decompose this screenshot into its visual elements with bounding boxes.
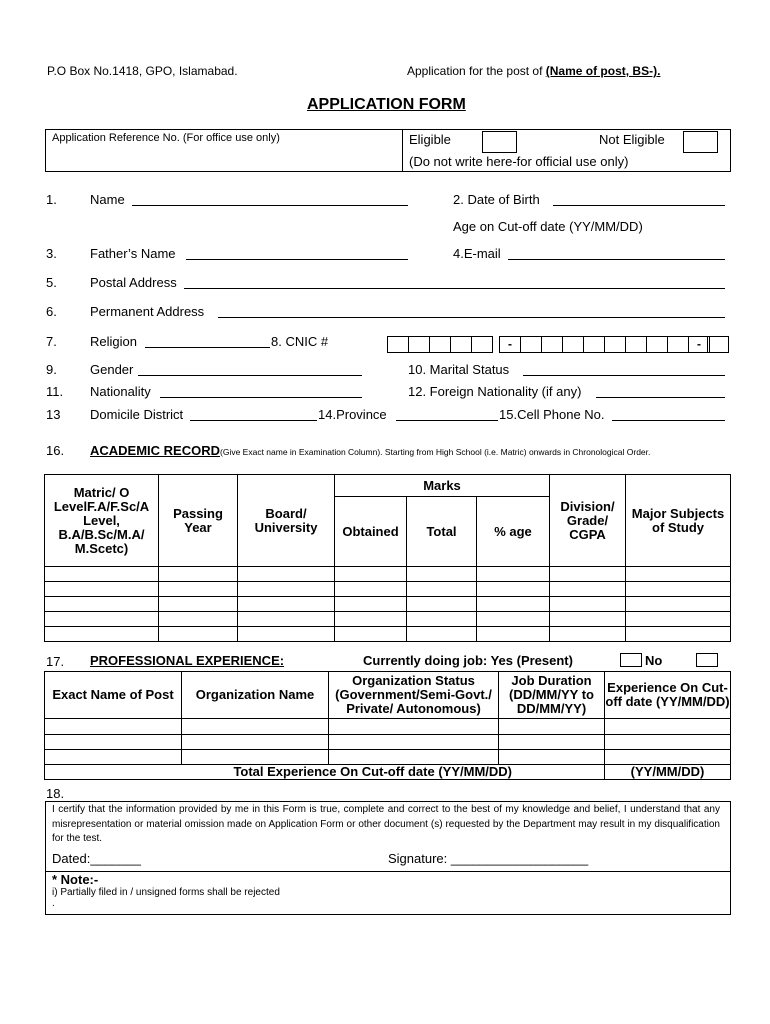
cnic-dash: - — [689, 337, 710, 353]
cell-phone-field[interactable] — [612, 420, 725, 421]
item-number: 6. — [46, 304, 57, 319]
religion-label: Religion — [90, 334, 137, 349]
note-item: i) Partially filed in / unsigned forms shall be rejected — [52, 887, 280, 898]
item-number: 11. — [46, 384, 64, 399]
table-row[interactable] — [45, 627, 731, 642]
col-marks: Marks — [335, 475, 550, 497]
item-number: 17. — [46, 654, 65, 669]
foreign-nationality-label: 12. Foreign Nationality (if any) — [408, 384, 582, 399]
cnic-boxes-part1[interactable] — [387, 336, 493, 353]
province-field[interactable] — [396, 420, 498, 421]
experience-table — [44, 671, 731, 780]
academic-heading — [90, 443, 650, 458]
gender-label: Gender — [90, 362, 134, 377]
item-number: 9. — [46, 362, 57, 377]
dated-label: Dated: — [52, 851, 91, 866]
academic-title: ACADEMIC RECORD — [90, 443, 220, 458]
item-number: 18. — [46, 786, 65, 801]
signature-label: Signature: — [388, 851, 448, 866]
marital-status-label: 10. Marital Status — [408, 362, 510, 377]
post-name: (Name of post, BS-). — [545, 64, 661, 78]
permanent-address-field[interactable] — [218, 317, 725, 318]
professional-title: PROFESSIONAL EXPERIENCE: — [90, 653, 285, 668]
total-experience-label: Total Experience On Cut-off date (YY/MM/DD) — [45, 765, 605, 780]
table-row[interactable] — [45, 597, 731, 612]
eligible-label: Eligible — [409, 132, 451, 147]
dated-blank: _______ — [90, 851, 141, 866]
note-item: . — [52, 898, 55, 909]
page-title: APPLICATION FORM — [307, 96, 466, 113]
post-prefix: Application for the post of — [407, 64, 546, 78]
dob-label: 2. Date of Birth — [453, 192, 540, 207]
table-row[interactable] — [45, 750, 731, 765]
col-organization: Organization Name — [182, 672, 329, 719]
current-job-no-label: No — [645, 653, 663, 668]
cnic-label: 8. CNIC # — [271, 334, 329, 349]
declaration-text: I certify that the information provided by me in this Form is true, complete and correct to the best of my knowledge and belief, I understand that any misrepresentation or material omission made on Application Form or other document (s) requested by the Department may result in my disqualification for the test. — [52, 804, 720, 844]
father-name-label: Father’s Name — [90, 246, 176, 261]
current-job-yes-checkbox[interactable] — [620, 653, 642, 667]
academic-table — [44, 474, 731, 642]
signature-blank: ___________________ — [450, 851, 589, 866]
note-title: * Note:- — [52, 872, 99, 887]
col-experience: Experience On Cut-off date (YY/MM/DD) — [605, 672, 731, 719]
domicile-field[interactable] — [190, 420, 317, 421]
name-label: Name — [90, 192, 125, 207]
col-org-status: Organization Status (Government/Semi-Govt./ Private/ Autonomous) — [329, 672, 499, 719]
col-subjects: Major Subjects of Study — [626, 475, 731, 567]
foreign-nationality-field[interactable] — [596, 397, 725, 398]
reference-label: Application Reference No. (For office use only) — [52, 132, 280, 144]
item-number: 3. — [46, 246, 57, 261]
permanent-address-label: Permanent Address — [90, 304, 205, 319]
currently-doing-job-label: Currently doing job: Yes (Present) — [363, 653, 573, 668]
col-job-duration: Job Duration (DD/MM/YY to DD/MM/YY) — [499, 672, 605, 719]
religion-field[interactable] — [145, 347, 270, 348]
nationality-field[interactable] — [160, 397, 362, 398]
signature-field[interactable] — [388, 851, 588, 866]
col-passing-year: Passing Year — [159, 475, 238, 567]
cnic-boxes-part2[interactable] — [499, 336, 710, 353]
not-eligible-label: Not Eligible — [599, 132, 665, 147]
post-line — [407, 64, 660, 78]
col-obtained: Obtained — [335, 497, 407, 567]
father-name-field[interactable] — [186, 259, 408, 260]
item-number: 16. — [46, 443, 65, 458]
total-experience-value: (YY/MM/DD) — [605, 765, 731, 780]
dob-field[interactable] — [553, 205, 725, 206]
col-exam: Matric/ O LevelF.A/F.Sc/A Level, B.A/B.Sc/M.A/ M.Scetc) — [45, 475, 159, 567]
col-total: Total — [407, 497, 477, 567]
col-percentage: % age — [477, 497, 550, 567]
not-eligible-checkbox[interactable] — [683, 131, 718, 153]
table-row[interactable] — [45, 719, 731, 735]
item-number: 1. — [46, 192, 57, 207]
office-use-divider — [402, 129, 403, 172]
postal-address-field[interactable] — [184, 288, 725, 289]
email-field[interactable] — [508, 259, 725, 260]
eligible-checkbox[interactable] — [482, 131, 517, 153]
cnic-boxes-part3[interactable] — [707, 336, 729, 353]
table-row[interactable] — [45, 582, 731, 597]
table-row[interactable] — [45, 735, 731, 750]
cell-phone-label: 15.Cell Phone No. — [499, 407, 605, 422]
po-box-address: P.O Box No.1418, GPO, Islamabad. — [47, 64, 238, 78]
item-number: 13 — [46, 407, 61, 422]
dated-field[interactable] — [52, 851, 141, 866]
item-number: 5. — [46, 275, 57, 290]
col-division: Division/ Grade/ CGPA — [550, 475, 626, 567]
nationality-label: Nationality — [90, 384, 151, 399]
table-row[interactable] — [45, 612, 731, 627]
table-row[interactable] — [45, 567, 731, 582]
col-board: Board/ University — [238, 475, 335, 567]
gender-field[interactable] — [138, 375, 362, 376]
name-field[interactable] — [132, 205, 408, 206]
marital-status-field[interactable] — [523, 375, 725, 376]
postal-address-label: Postal Address — [90, 275, 177, 290]
email-label: 4.E-mail — [453, 246, 501, 261]
item-number: 7. — [46, 334, 57, 349]
col-post: Exact Name of Post — [45, 672, 182, 719]
current-job-no-checkbox[interactable] — [696, 653, 718, 667]
cnic-dash: - — [500, 337, 521, 353]
office-note: (Do not write here-for official use only) — [409, 154, 629, 169]
academic-note: (Give Exact name in Examination Column). Starting from High School (i.e. Matric) onwards in Chronological Order. — [220, 447, 651, 457]
province-label: 14.Province — [318, 407, 387, 422]
age-label: Age on Cut-off date (YY/MM/DD) — [453, 219, 643, 234]
domicile-label: Domicile District — [90, 407, 184, 422]
